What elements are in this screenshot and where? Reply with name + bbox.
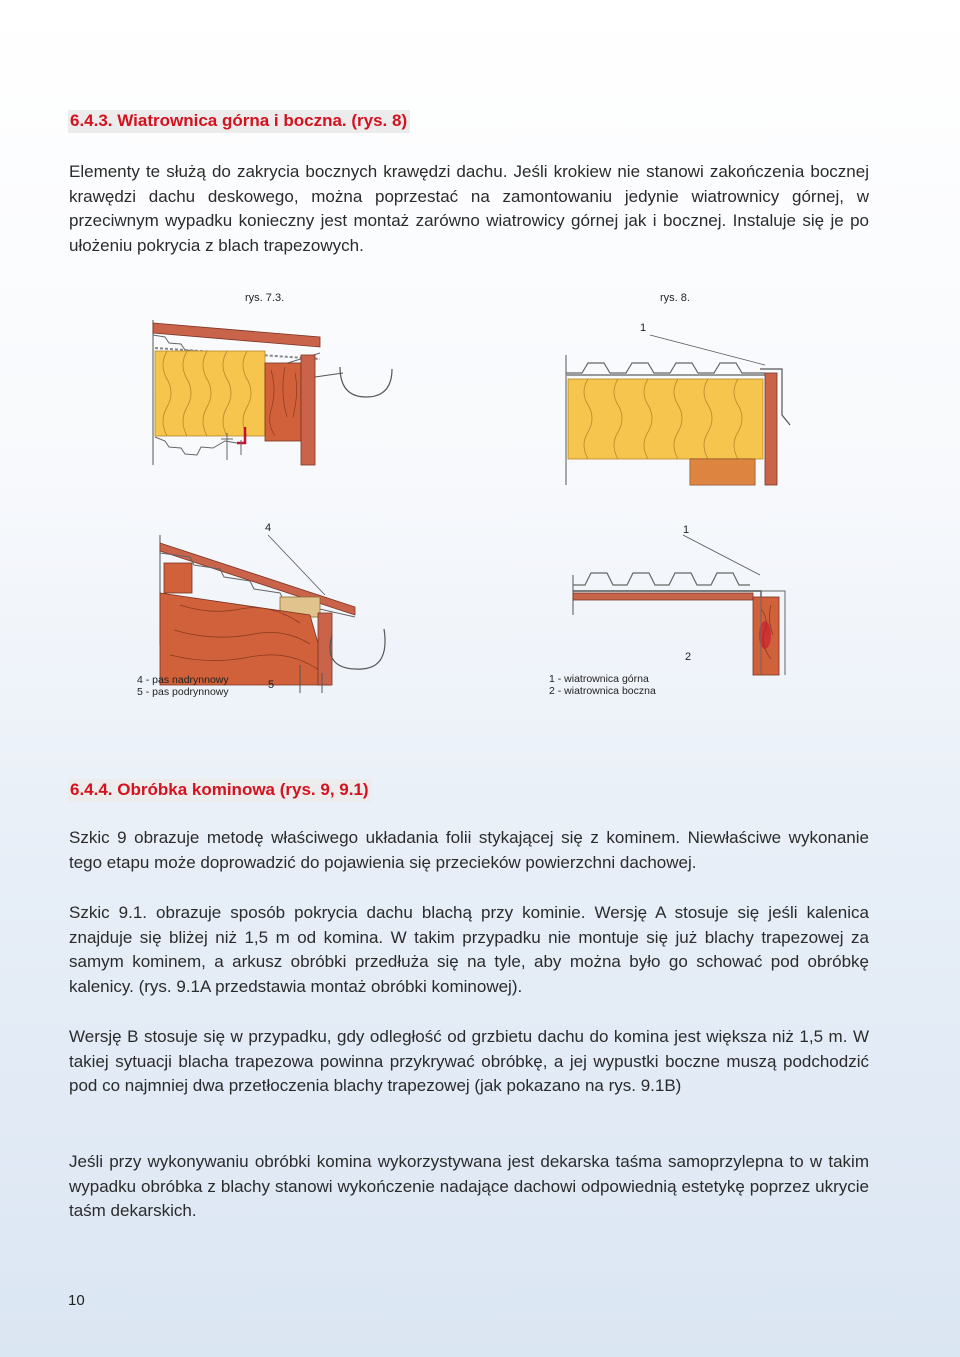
figure-caption-right: rys. 8. [660,292,690,304]
callout-5: 5 [268,679,275,691]
paragraph-wersja-b: Wersję B stosuje się w przypadku, gdy odległość od grzbietu dachu do komina jest większa niż 1,5 m. W takiej sytuacji blacha trapezowa powinna przykrywać obróbkę, a jej wypustki boczne muszą podchodzić pod co najmniej dwa przetłoczenia blachy trapezowej (jak pokazano na rys. 9.1B) [69,1027,869,1095]
paragraph-szkic-9: Szkic 9 obrazuje metodę właściwego układania folii stykającej się z kominem. Niewłaściwe wykonanie tego etapu może doprowadzić do pojawienia się przecieków powierzchni dachowej. [69,828,869,872]
callout-1-bottom: 1 [683,524,690,536]
legend-right-item: 2 - wiatrownica boczna [549,685,656,697]
eave-gutter-diagram [150,535,390,695]
legend-left-item: 4 - pas nadrynnowy [137,674,229,686]
barge-upper-diagram [560,335,800,490]
legend-left [137,674,229,698]
legend-right-item: 1 - wiatrownica górna [549,673,649,685]
paragraph-szkic-9-1: Szkic 9.1. obrazuje sposób pokrycia dachu blachą przy kominie. Wersję A stosuje się jeśli kalenica znajduje się bliżej niż 1,5 m od komina. W takim przypadku nie montuje się już blachy trapezowej za samym kominem, a arkusz obróbki przedłuża się na tyle, aby można było go schować pod obróbkę kalenicy. (rys. 9.1A przedstawia montaż obróbki kominowej). [69,903,869,996]
paragraph-wiatrownica: Elementy te służą do zakrycia bocznych krawędzi dachu. Jeśli krokiew nie stanowi zakończenia bocznej krawędzi dachu deskowego, można poprzestać na zamontowaniu jedynie wiatrownicy górnej, w przeciwnym wypadku konieczny jest montaż zarówno wiatrowicy górnej jak i bocznej. Instaluje się je po ułożeniu pokrycia z blach trapezowych. [69,162,869,255]
section-heading-obrobka-kominowa: 6.4.4. Obróbka kominowa (rys. 9, 9.1) [68,779,372,802]
figure-caption-left: rys. 7.3. [245,292,285,304]
legend-right [549,673,656,697]
callout-1-top: 1 [640,322,647,334]
legend-left-item: 5 - pas podrynnowy [137,686,229,698]
eave-insulation-diagram [145,315,420,470]
callout-2: 2 [685,651,692,663]
page-number: 10 [68,1292,85,1309]
barge-side-diagram [565,535,795,675]
callout-4: 4 [265,522,272,534]
paragraph-tasma-dekarska: Jeśli przy wykonywaniu obróbki komina wykorzystywana jest dekarska taśma samoprzylepna to w takim wypadku obróbka z blachy stanowi wykończenie nadające dachowi odpowiednią estetykę poprzez ukrycie taśm dekarskich. [69,1152,869,1220]
section-heading-wiatrownica: 6.4.3. Wiatrownica górna i boczna. (rys. 8) [68,110,410,133]
